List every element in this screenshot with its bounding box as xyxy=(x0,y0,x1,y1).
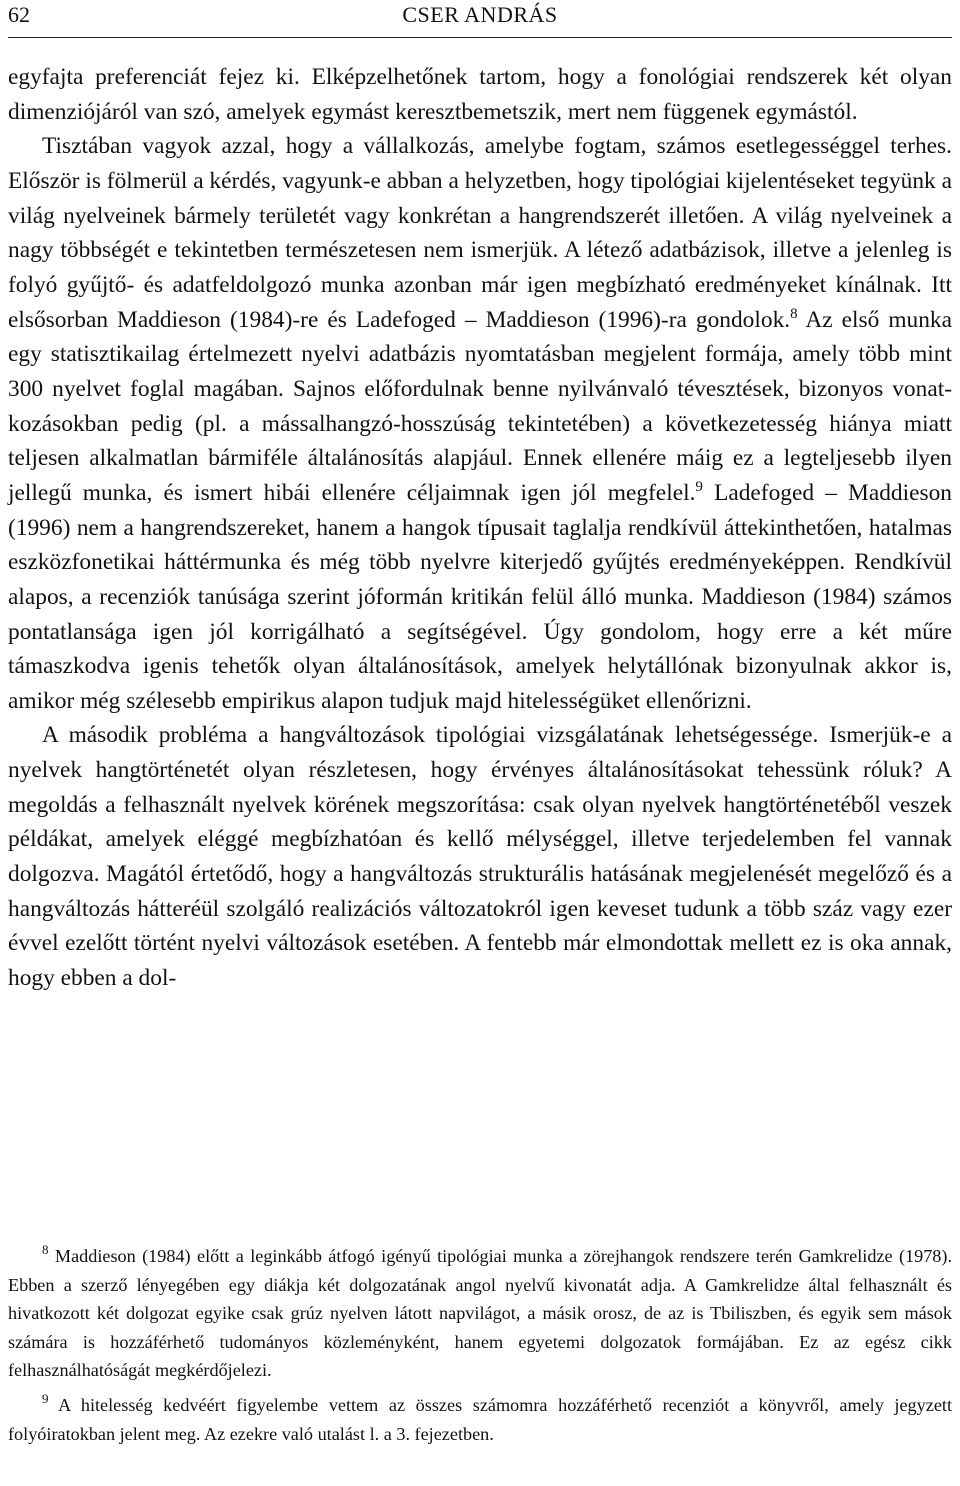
page-number: 62 xyxy=(8,2,30,27)
footnote-marker: 8 xyxy=(42,1242,49,1257)
paragraph-methodology xyxy=(8,129,952,718)
footnote-text: Maddieson (1984) előtt a leginkább átfogó igényű tipológiai munka a zörejhangok rendszere terén Gamkrelidze (1978). Ebben a szerző lényegében egy diákja két dolgozatának angol nyelvű kivonatát adja. A Gamkrelidze által felhasznált és hivatkozott két dolgozat egyike csak grúz nyelven látott napvilágot, a másik orosz, de az is Tbiliszben, és egyik sem mások számára is hozzáférhető tudományos közleményként, hanem egyetemi dolgozatok formájában. Ez az egész cikk felhasználhatóságát megkérdőjelezi. xyxy=(8,1246,952,1381)
paragraph-second-problem: A második probléma a hangváltozások tipológiai vizsgálatának lehetségessége. Ismerjük-e a nyelvek hangtörténetét olyan részletesen, hogy érvényes általánosításokat tehessünk róluk? A megoldás a felhasznált nyelvek körének megszorítása: csak olyan nyelvek hangtörténetéből veszek példákat, amelyek eléggé megbízhatóan és kellő mélységgel, illetve terjedelemben fel vannak dolgozva. Magától értetődő, hogy a hangváltozás strukturális hatásának megjelenését megelőző és a hangváltozás hátteréül szolgáló realizációs változatokról igen keveset tudunk a több száz vagy ezer évvel ezelőtt történt nyelvi változások esetében. A fentebb már elmondottak mellett ez is oka annak, hogy ebben a dol- xyxy=(8,722,952,992)
running-head xyxy=(8,0,952,38)
footnote-text: A hitelesség kedvéért figyelembe vettem az összes számomra hozzáférhető recenziót a könyvről, amely jegyzett folyóiratokban jelent meg. Az ezekre való utalást l. a 3. fejezetben. xyxy=(8,1394,952,1444)
footnote-8 xyxy=(8,1242,952,1385)
book-page xyxy=(8,0,953,1444)
paragraph-text: Tisztában vagyok azzal, hogy a vállalkozás, amelybe fogtam, számos esetlegességgel terhes. Először is fölmerül a kérdés, vagyunk-e abban a helyzetben, hogy tipológiai kijelentéseket tegyünk a világ nyelveinek bármely területét vagy konkrétan a hangrendszerét illetően. A világ nyelveinek a nagy többségét e tekintetben természetesen nem ismerjük. A létező adatbázisok, illetve a jelenleg is folyó gyűjtő- és adatfeldolgozó munka azonban már igen megbízható eredményeket kínálnak. Itt elsősorban Maddieson (1984)-re és Ladefoged – Maddieson (1996)-ra gondolok. xyxy=(8,133,952,333)
paragraph-text: Ladefoged – Maddieson (1996) nem a hangrendszereket, hanem a hangok típusait taglalja rendkívül áttekinthetően, hatalmas eszközfonetikai háttérmunka és még több nyelvre kiterjedő gyűjtés eredményeképpen. Rendkívül alapos, a recenziók tanúsága szerint jóformán kritikán felül álló munka. Maddieson (1984) számos pontatlansága igen jól korrigálható a segítségével. Úgy gondolom, hogy erre a két műre támaszkodva igenis tehetők olyan általánosítások, amelyek helytállónak bizonyulnak akkor is, amikor még szélesebb empirikus alapon tudjuk majd hitelességüket ellenőrizni. xyxy=(8,479,952,714)
running-title: CSER ANDRÁS xyxy=(402,2,558,27)
footnotes xyxy=(8,1242,952,1448)
paragraph-continuation: egyfajta preferenciát fejez ki. Elképzelhetőnek tartom, hogy a fonológiai rendszerek két olyan dimenziójáról van szó, amelyek egymást keresztbemetszik, mert nem függenek egymástól. xyxy=(8,64,952,125)
footnote-reference-8[interactable]: 8 xyxy=(790,305,798,322)
footnote-9 xyxy=(8,1391,952,1448)
paragraph-text: Az első munka egy statisztikailag értelmezett nyelvi adatbázis nyomtatásban megjelent formája, amely több mint 300 nyelvet foglal magában. Sajnos előfordulnak benne nyilvánvaló tévesztések, bizonyos vonatkozásokban pedig (pl. a mássalhangzó-hosszúság tekintetében) a következetesség hiánya miatt teljesen alkalmatlan bármiféle általánosítás alapjául. Ennek ellenére máig ez a legteljesebb ilyen jellegű munka, és ismert hibái ellenére céljaimnak igen jól megfelel. xyxy=(8,306,953,506)
footnote-marker: 9 xyxy=(42,1390,49,1406)
body-text xyxy=(8,60,952,996)
footnote-reference-9[interactable]: 9 xyxy=(695,478,703,495)
